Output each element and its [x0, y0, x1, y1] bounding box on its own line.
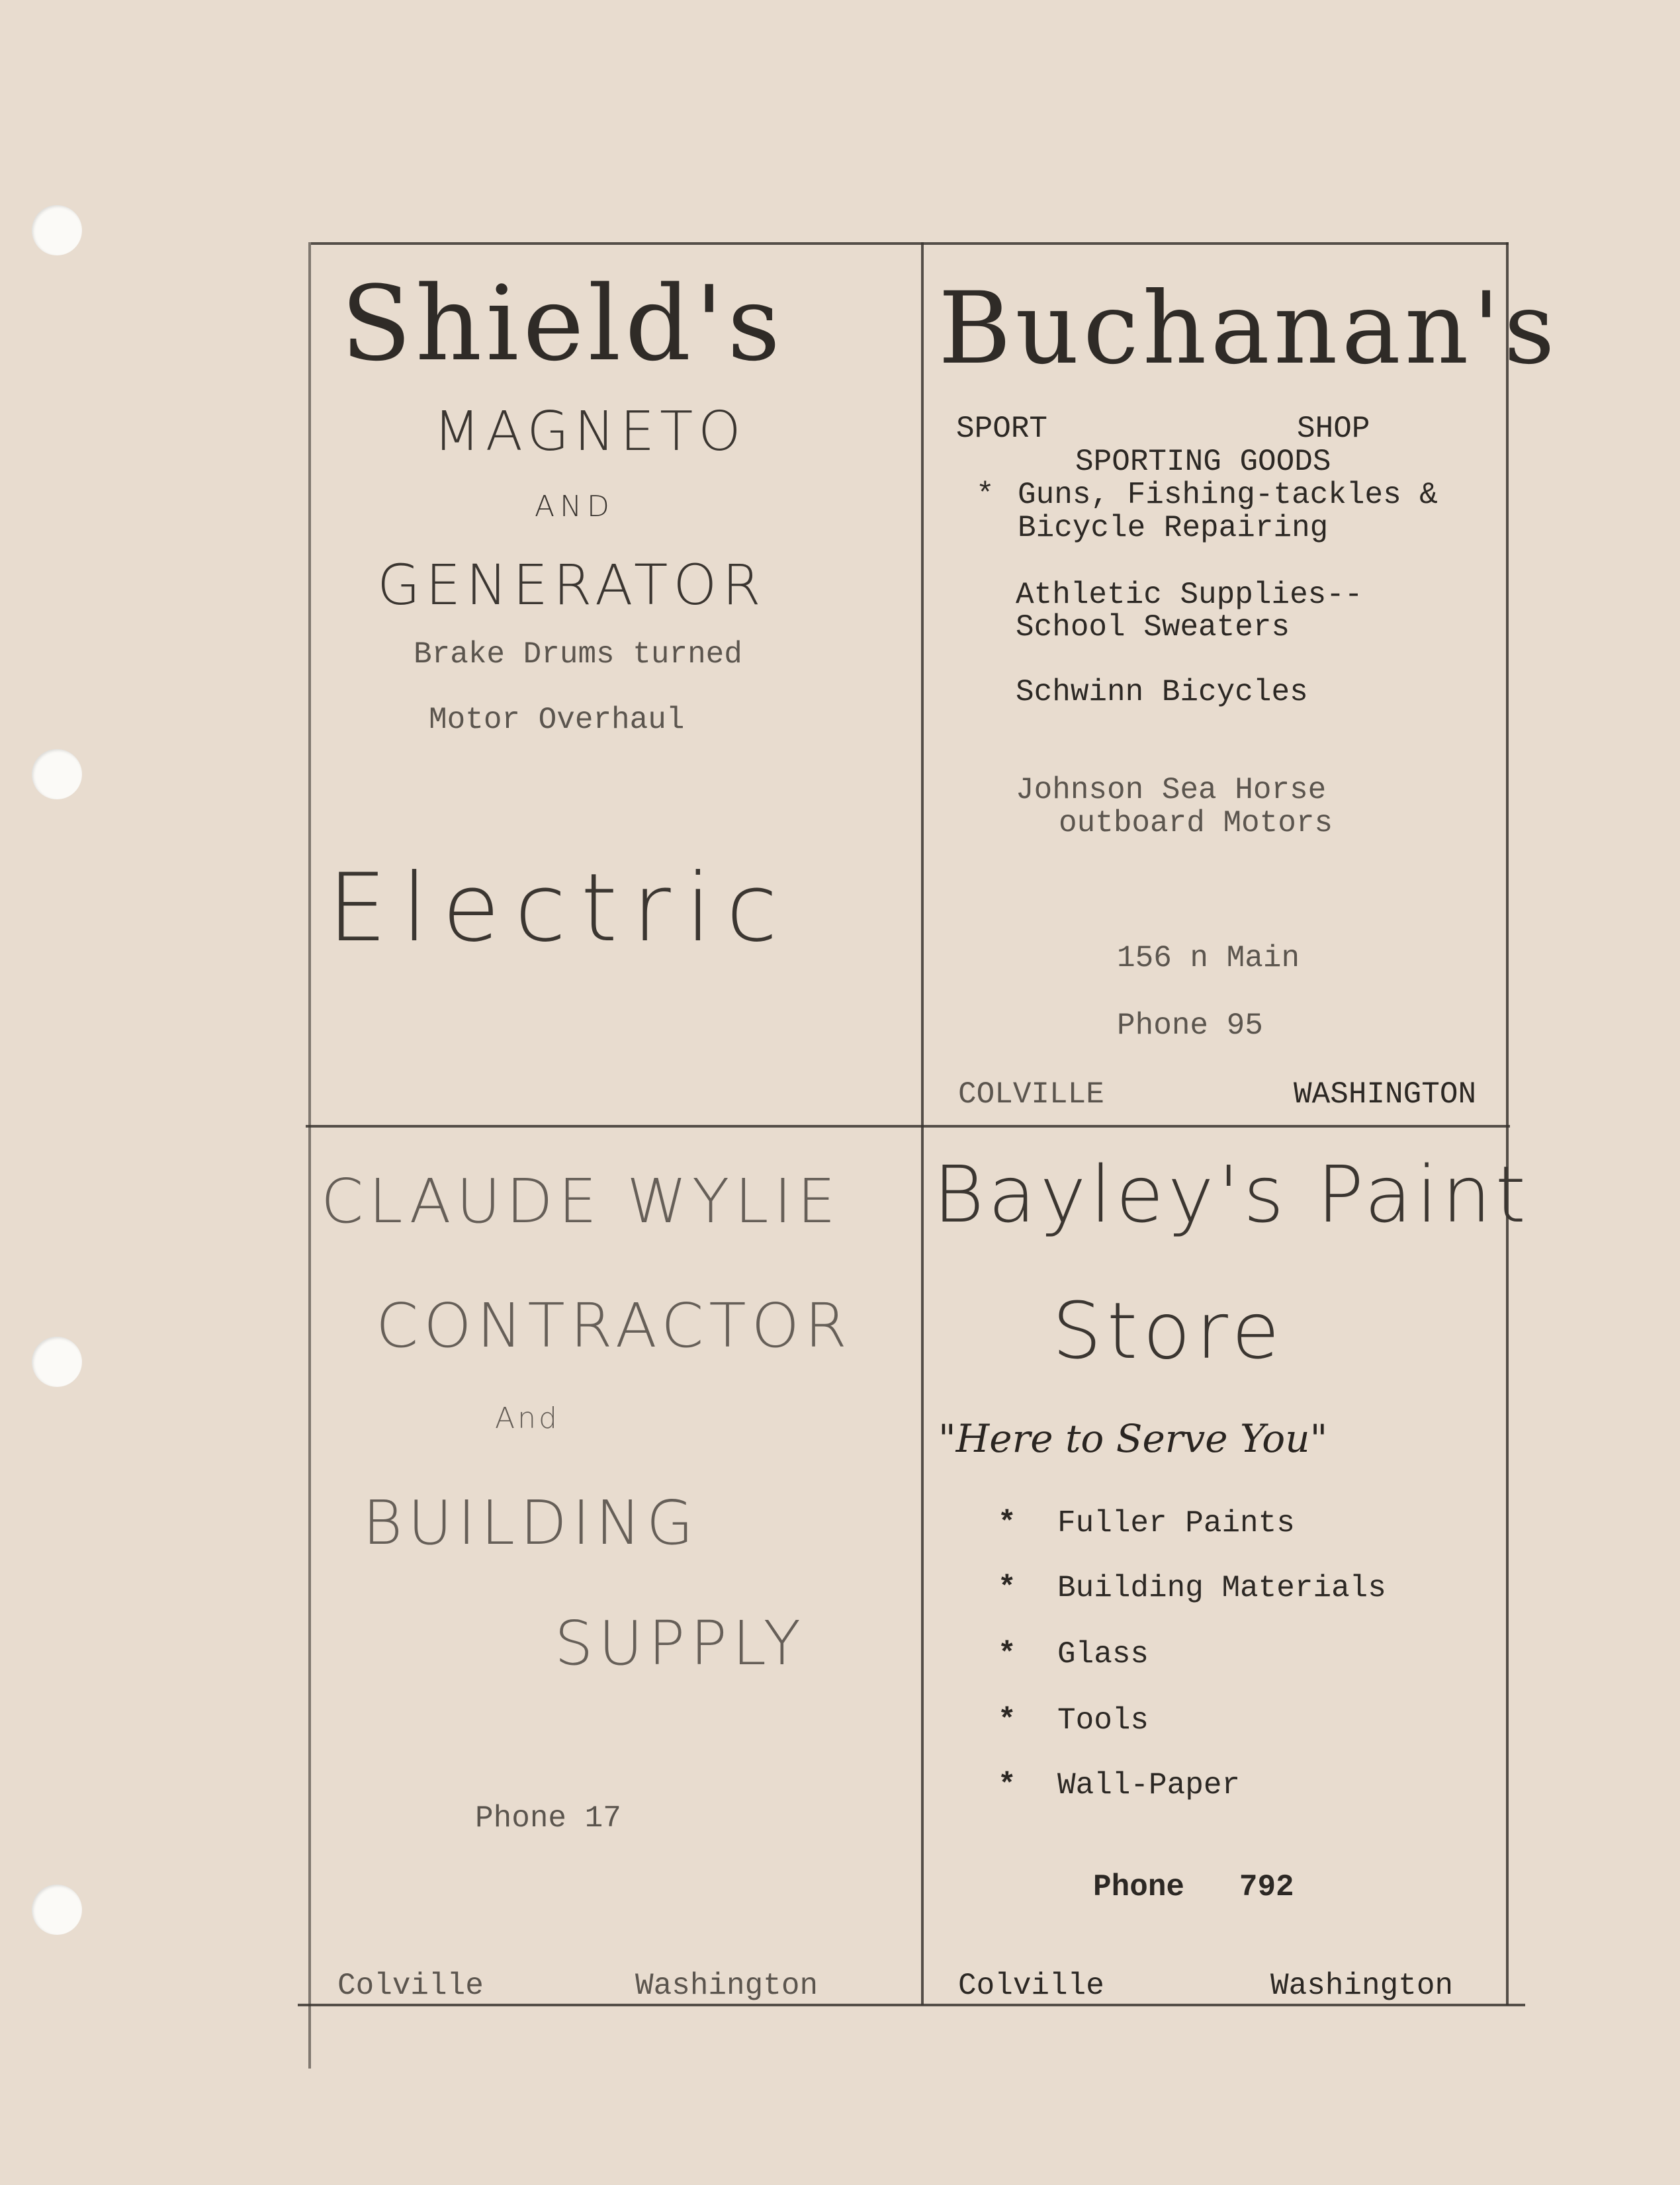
buchanans-item-guns: Guns, Fishing-tackles & — [1018, 478, 1438, 512]
buchanans-item-bicycle-repairing: Bicycle Repairing — [1018, 511, 1329, 545]
left-border — [308, 242, 311, 2069]
wylie-contractor: CONTRACTOR — [376, 1290, 852, 1361]
wylie-and: And — [495, 1402, 560, 1435]
buchanans-shop: SHOP — [1297, 412, 1370, 446]
bayleys-state: Washington — [1270, 1969, 1454, 2003]
punch-hole-2 — [32, 749, 82, 799]
buchanans-phone: Phone 95 — [1117, 1008, 1263, 1043]
shields-and: AND — [535, 490, 615, 523]
top-border — [311, 242, 1509, 245]
bayleys-bullet-5: * — [998, 1768, 1016, 1803]
bayleys-item-fuller-paints: Fuller Paints — [1057, 1506, 1295, 1540]
buchanans-item-sweaters: School Sweaters — [1016, 610, 1290, 645]
buchanans-item-schwinn: Schwinn Bicycles — [1016, 675, 1308, 709]
punch-hole-4 — [32, 1885, 82, 1935]
bayleys-store: Store — [1052, 1285, 1285, 1376]
shields-generator: GENERATOR — [377, 553, 766, 617]
bayleys-bullet-1: * — [998, 1506, 1016, 1540]
bayleys-phone: Phone 792 — [1093, 1870, 1294, 1904]
bayleys-item-wall-paper: Wall-Paper — [1057, 1768, 1241, 1803]
bayleys-item-tools: Tools — [1057, 1703, 1149, 1738]
wylie-state: Washington — [635, 1969, 818, 2003]
bayleys-name: Bayley's Paint — [933, 1149, 1530, 1240]
middle-border — [306, 1125, 1510, 1128]
buchanans-city: COLVILLE — [958, 1077, 1104, 1112]
buchanans-item-athletic: Athletic Supplies-- — [1016, 578, 1363, 612]
buchanans-sport: SPORT — [956, 412, 1048, 446]
wylie-city: Colville — [337, 1969, 484, 2003]
bottom-border — [298, 2004, 1525, 2006]
bayleys-bullet-3: * — [998, 1637, 1016, 1672]
bayleys-bullet-4: * — [998, 1703, 1016, 1738]
bayleys-slogan: "Here to Serve You" — [938, 1416, 1328, 1461]
bayleys-item-building-materials: Building Materials — [1057, 1571, 1386, 1605]
bayleys-city: Colville — [958, 1969, 1104, 2003]
shields-service-overhaul: Motor Overhaul — [429, 703, 685, 737]
center-divider — [921, 242, 924, 2005]
shields-service-brakes: Brake Drums turned — [414, 637, 742, 672]
buchanans-subtitle: SPORTING GOODS — [1075, 445, 1331, 479]
wylie-name: CLAUDE WYLIE — [321, 1166, 841, 1237]
shields-name: Shield's — [341, 263, 785, 384]
punch-hole-1 — [32, 205, 82, 255]
bayleys-item-glass: Glass — [1057, 1637, 1149, 1672]
punch-hole-3 — [32, 1337, 82, 1387]
wylie-supply: SUPPLY — [554, 1608, 806, 1679]
buchanans-state: WASHINGTON — [1294, 1077, 1477, 1112]
wylie-phone: Phone 17 — [475, 1801, 621, 1836]
wylie-building: BUILDING — [363, 1488, 699, 1558]
buchanans-bullet: * — [976, 478, 995, 512]
buchanans-item-johnson: Johnson Sea Horse — [1016, 773, 1327, 807]
shields-magneto: MAGNETO — [433, 400, 746, 463]
buchanans-name: Buchanan's — [938, 271, 1559, 386]
buchanans-item-outboard: outboard Motors — [1059, 806, 1333, 840]
buchanans-address: 156 n Main — [1117, 941, 1300, 975]
shields-electric: Electric — [328, 854, 793, 963]
right-border — [1506, 242, 1509, 2005]
bayleys-bullet-2: * — [998, 1571, 1016, 1605]
